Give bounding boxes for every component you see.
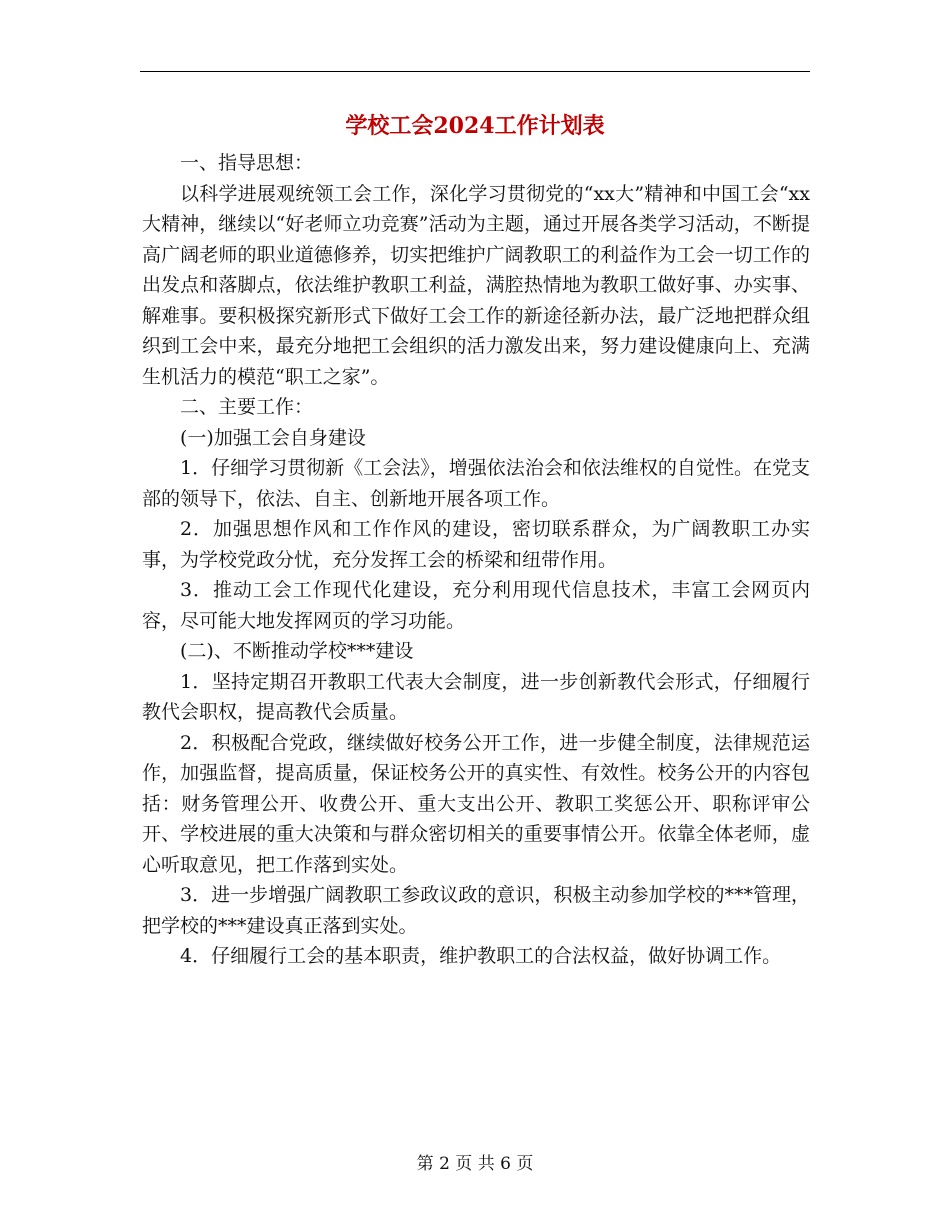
list-item-participation: 3．进一步增强广阔教职工参政议政的意识，积极主动参加学校的***管理，把学校的***建设真正落到实处。 [142, 884, 810, 937]
subsection-heading-school-building: (二)、不断推动学校***建设 [180, 640, 414, 662]
document-body [142, 148, 810, 972]
list-item-work-style: 2．加强思想作风和工作作风的建设，密切联系群众，为广阔教职工办实事，为学校党政分忧，充分发挥工会的桥梁和纽带作用。 [142, 518, 810, 571]
section-heading-guiding-ideology: 一、指导思想： [180, 152, 314, 174]
list-item-duties: 4．仔细履行工会的基本职责，维护教职工的合法权益，做好协调工作。 [180, 945, 782, 967]
list-item-staff-congress: 1．坚持定期召开教职工代表大会制度，进一步创新教代会形式，仔细履行教代会职权，提高教代会质量。 [142, 670, 810, 723]
page-number: 第 2 页 共 6 页 [416, 1154, 534, 1174]
paragraph-guiding-ideology: 以科学进展观统领工会工作，深化学习贯彻党的“xx大”精神和中国工会“xx大精神，继续以“好老师立功竞赛”活动为主题，通过开展各类学习活动，不断提高广阔老师的职业道德修养，切实把维护广阔教职工的利益作为工会一切工作的出发点和落脚点，依法维护教职工利益，满腔热情地为教职工做好事、办实事、解难事。要积极探究新形式下做好工会工作的新途径新办法，最广泛地把群众组织到工会中来，最充分地把工会组织的活力激发出来，努力建设健康向上、充满生机活力的模范“职工之家”。 [142, 182, 810, 388]
list-item-modernization: 3．推动工会工作现代化建设，充分利用现代信息技术，丰富工会网页内容，尽可能大地发挥网页的学习功能。 [142, 579, 810, 632]
subsection-heading-union-building: (一)加强工会自身建设 [180, 426, 366, 449]
section-heading-main-work: 二、主要工作： [180, 396, 314, 418]
list-item-affairs-disclosure: 2．积极配合党政，继续做好校务公开工作，进一步健全制度，法律规范运作，加强监督，提高质量，保证校务公开的真实性、有效性。校务公开的内容包括：财务管理公开、收费公开、重大支出公开、教职工奖惩公开、职称评审公开、学校进展的重大决策和与群众密切相关的重要事情公开。依靠全体老师，虚心听取意见，把工作落到实处。 [142, 731, 810, 876]
document-title: 学校工会2024工作计划表 [345, 113, 605, 139]
list-item-union-law: 1．仔细学习贯彻新《工会法》，增强依法治会和依法维权的自觉性。在党支部的领导下，依法、自主、创新地开展各项工作。 [142, 457, 810, 510]
header-rule [140, 71, 810, 72]
